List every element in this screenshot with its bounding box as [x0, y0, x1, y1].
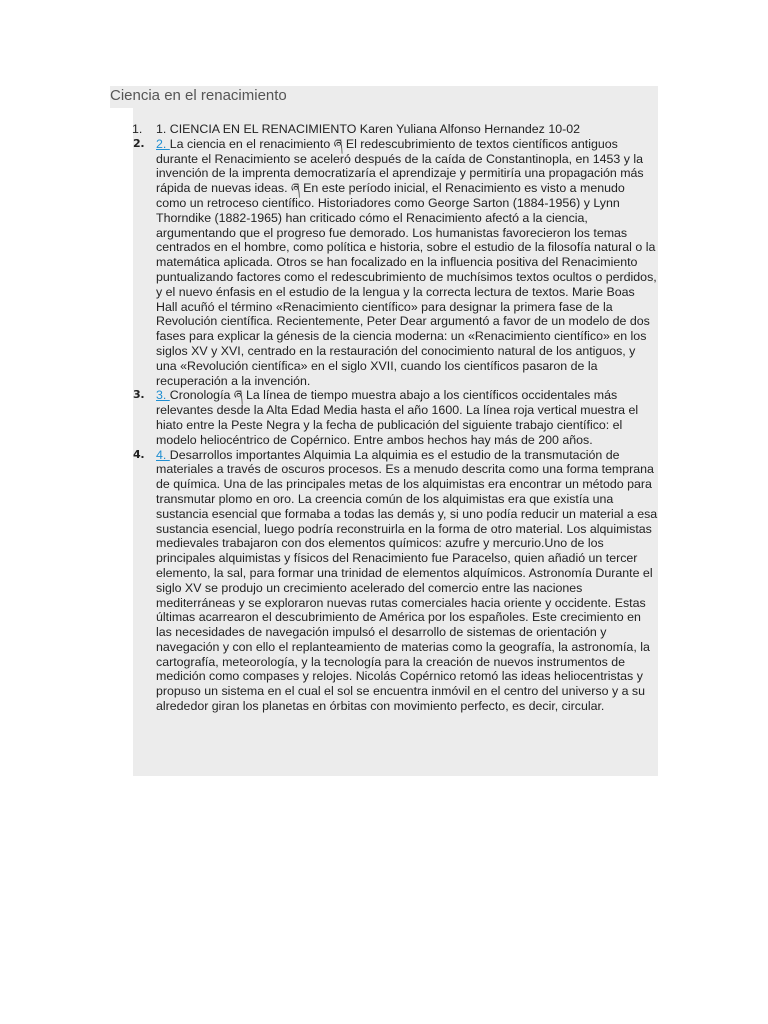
- list-item-number: 1.: [132, 122, 143, 136]
- list-item-number: 3.: [133, 388, 145, 402]
- document-body: [133, 108, 658, 776]
- list-item-number: 2.: [133, 136, 145, 150]
- page-title: Ciencia en el renacimiento: [110, 86, 658, 108]
- list-item-text: La ciencia en el renacimiento ཞ El redescubrimiento de textos científicos antiguos durante el Renacimiento se aceleró después de la caída de Constantinopla, en 1453 y la invención de la imprenta democratizaría el aprendizaje y permitiría una propagación más rápida de nuevas ideas. ཞ En este período inicial, el Renacimiento es visto a menudo como un retroceso científico. Historiadores como George Sarton (1884-1956) y Lynn Thorndike (1882-1965) han criticado cómo el Renacimiento afectó a la ciencia, argumentando que el progreso fue demorado. Los humanistas favorecieron los temas centrados en el hombre, como política e historia, sobre el estudio de la filosofía natural o la matemática aplicada. Otros se han focalizado en la influencia positiva del Renacimiento puntualizando factores como el redescubrimiento de muchísimos textos ocultos o perdidos, y el nuevo énfasis en el estudio de la lengua y la correcta lectura de textos. Marie Boas Hall acuñó el término «Renacimiento científico» para designar la primera fase de la Revolución científica. Recientemente, Peter Dear argumentó a favor de un modelo de dos fases para explicar la génesis de la ciencia moderna: un «Renacimiento científico» en los siglos XV y XVI, centrado en la restauración del conocimiento natural de los antiguos, y una «Revolución científica» en el siglo XVII, cuando los científicos pasaron de la recuperación a la invención.: [156, 136, 657, 388]
- list-item: [133, 137, 658, 389]
- list-item-text: 1. CIENCIA EN EL RENACIMIENTO Karen Yuliana Alfonso Hernandez 10-02: [156, 122, 581, 136]
- list-item: [133, 122, 658, 137]
- list-item: [133, 448, 658, 714]
- slide-link[interactable]: 3.: [156, 388, 170, 403]
- slide-list: [133, 108, 658, 714]
- slide-link[interactable]: 2.: [156, 136, 170, 151]
- list-item: [133, 388, 658, 447]
- list-item-number: 4.: [133, 447, 145, 461]
- list-item-text: Cronología ཞ La línea de tiempo muestra abajo a los científicos occidentales más relevantes desde la Alta Edad Media hasta el año 1600. La línea roja vertical muestra el hiato entre la Peste Negra y la fecha de publicación del siguiente trabajo científico: el modelo heliocéntrico de Copérnico. Entre ambos hechos hay más de 200 años.: [156, 388, 639, 447]
- list-item-text: Desarrollos importantes Alquimia La alquimia es el estudio de la transmutación de materiales a través de oscuros procesos. Es a menudo descrita como una forma temprana de química. Una de las principales metas de los alquimistas era encontrar un método para transmutar plomo en oro. La creencia común de los alquimistas era que existía una sustancia esencial que formaba a todas las demás y, si uno podía reducir un material a esa sustancia esencial, luego podría reconstruirla en la forma de otro material. Los alquimistas medievales trabajaron con dos elementos químicos: azufre y mercurio.Uno de los principales alquimistas y físicos del Renacimiento fue Paracelso, quien añadió un tercer elemento, la sal, para formar una trinidad de elementos alquímicos. Astronomía Durante el siglo XV se produjo un crecimiento acelerado del comercio entre las naciones mediterráneas y se exploraron nuevas rutas comerciales hacia oriente y occidente. Estas últimas acarrearon el descubrimiento de América por los españoles. Este crecimiento en las necesidades de navegación impulsó el desarrollo de sistemas de orientación y navegación y con ello el replanteamiento de materias como la geografía, la astronomía, la cartografía, meteorología, y la tecnología para la creación de nuevos instrumentos de medición como compases y relojes. Nicolás Copérnico retomó las ideas heliocentristas y propuso un sistema en el cual el sol se encuentra inmóvil en el centro del universo y a su alrededor giran los planetas en órbitas con movimiento perfecto, es decir, circular.: [156, 447, 658, 714]
- slide-link[interactable]: 4.: [156, 447, 170, 462]
